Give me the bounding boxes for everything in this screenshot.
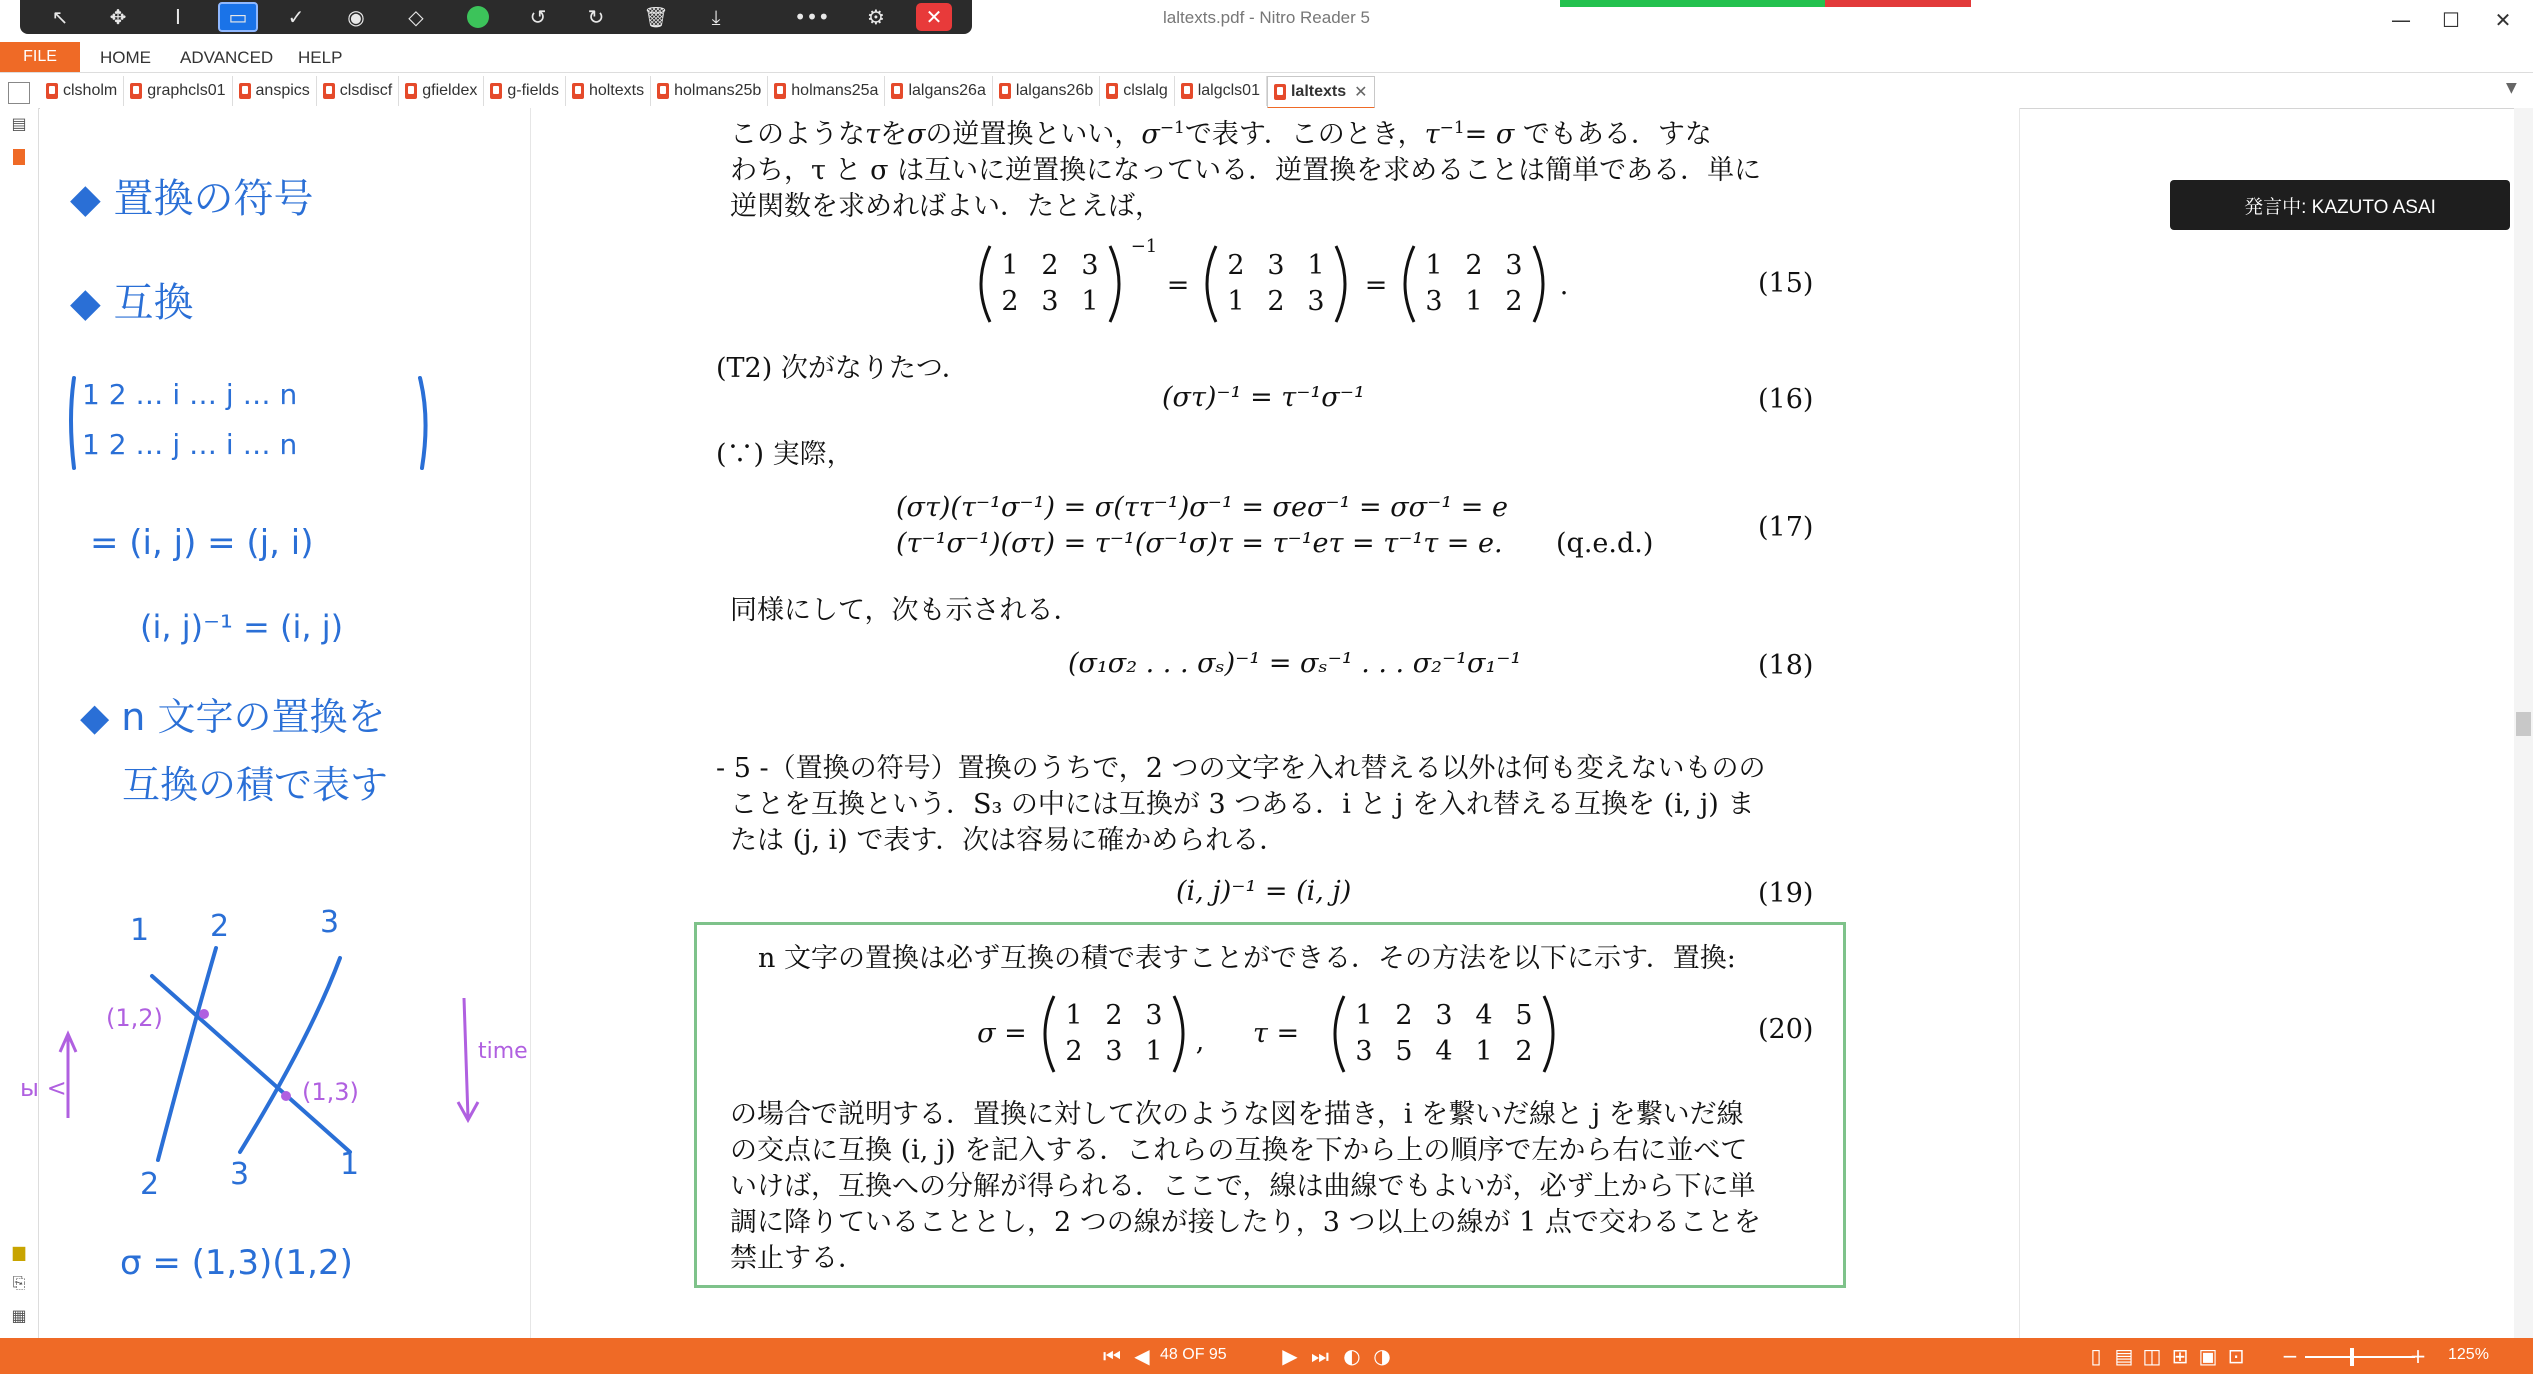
tau-cell: 1 [1355,1000,1373,1031]
eq17-line1: (στ)(τ⁻¹σ⁻¹) = σ(ττ⁻¹)σ⁻¹ = σeσ⁻¹ = σσ⁻¹ = e [896,492,1508,523]
tab-holmans25a[interactable]: holmans25a [768,76,885,106]
tau-cell: 4 [1435,1036,1453,1067]
m15a-cell: 1 [1081,286,1099,317]
m15c-cell: 1 [1425,250,1443,281]
pdf-icon [572,83,584,99]
m15c-cell: 3 [1425,286,1443,317]
tab-g-fields[interactable]: g-fields [484,76,566,106]
pdf-icon [323,83,335,99]
pdf-icon [999,83,1011,99]
m15c-cell: 3 [1505,250,1523,281]
pdf-icon [239,83,251,99]
tab-anspics[interactable]: anspics [233,76,317,106]
eq16-number: (16) [1758,384,1814,415]
similar-statement: 同様にして，次も示される． [730,595,1081,626]
eq20-number: (20) [1758,1014,1814,1045]
hw-cross-dot-1 [199,1009,209,1019]
eq16: (στ)⁻¹ = τ⁻¹σ⁻¹ [1162,382,1365,413]
paren [1110,246,1119,322]
first-page-icon[interactable]: ⏮ [1103,1344,1121,1368]
hw-cross-dot-2 [281,1091,291,1101]
tab-lalgans26a[interactable]: lalgans26a [885,76,992,106]
thumbnail-toggle-icon[interactable] [8,82,30,104]
hw-strand-2 [158,948,216,1160]
eq17-line2: (τ⁻¹σ⁻¹)(στ) = τ⁻¹(σ⁻¹σ)τ = τ⁻¹eτ = τ⁻¹τ = e. [896,528,1503,559]
hw-n-letters: ◆ n 文字の置換を [80,695,386,739]
tau-cell: 3 [1355,1036,1373,1067]
rectangle-select-icon[interactable]: ▭ [218,2,258,32]
pointer-icon[interactable]: ↖ [51,5,69,29]
left-rail [0,108,39,1338]
section5-line3: たは (j, i) で表す．次は容易に確かめられる． [730,825,1287,856]
menu-bar [0,42,2533,73]
bookmark-icon[interactable] [8,146,30,168]
eq17-number: (17) [1758,512,1814,543]
equation-20 [970,980,1570,1090]
window-title: laltexts.pdf - Nitro Reader 5 [1163,8,1370,27]
tau-cell: 2 [1515,1036,1533,1067]
eq15-equals-2: = [1364,270,1388,301]
box-line2: の場合で説明する．置換に対して次のような図を描き，i を繋いだ線と j を繋いだ線 [730,1099,1744,1130]
m15a-cell: 3 [1041,286,1059,317]
hw-equals-transposition: = (i, j) = (j, i) [90,523,314,563]
tab-graphcls01[interactable]: graphcls01 [124,76,232,106]
box-line1: n 文字の置換は必ず互換の積で表すことができる．その方法を以下に示す．置換: [758,943,1736,974]
hw-perm-bottom-row: 1 2 … j … i … n [82,428,298,461]
paren [1544,996,1553,1072]
eq19: (i, j)⁻¹ = (i, j) [1176,876,1352,907]
tau-cell: 3 [1435,1000,1453,1031]
more-icon[interactable]: ••• [794,5,830,29]
facing-continuous-view-icon[interactable]: ⊞ [2171,1344,2189,1368]
hw-heading-transposition: ◆ 互換 [70,280,194,326]
tau-cell: 5 [1395,1036,1413,1067]
paren [1174,996,1183,1072]
back-view-icon[interactable]: ◐ [1343,1344,1361,1368]
m15b-cell: 1 [1227,286,1245,317]
paren [1045,996,1054,1072]
layers-icon[interactable]: ▦ [11,1305,27,1325]
tau-cell: 1 [1475,1036,1493,1067]
attachments-icon[interactable]: ⎘ [12,1273,26,1292]
hw-bottom-label-3: 3 [230,1157,250,1192]
undo-icon[interactable]: ↺ [529,5,547,29]
hw-heading-sign: ◆ 置換の符号 [70,176,314,222]
trash-icon[interactable]: 🗑 [643,5,669,29]
eraser-icon[interactable]: ◇ [408,5,424,29]
hw-bottom-label-1: 1 [340,1147,360,1182]
page-indicator[interactable]: 48 OF 95 [1160,1346,1227,1363]
last-page-icon[interactable]: ⏭ [1311,1344,1329,1368]
m15b-cell: 1 [1307,250,1325,281]
m15a-cell: 2 [1001,286,1019,317]
qed: (q.e.d.) [1556,528,1654,559]
text-cursor-icon[interactable]: I [175,5,181,29]
hw-perm-top-row: 1 2 … i … j … n [82,378,298,411]
eq15-equals-1: = [1166,270,1190,301]
tab-overflow-icon[interactable]: ▼ [2506,80,2517,96]
menu-help[interactable]: HELP [298,48,343,67]
m15b-cell: 3 [1307,286,1325,317]
download-icon[interactable]: ⤓ [711,5,721,29]
paren [1335,996,1344,1072]
facing-view-icon[interactable]: ◫ [2142,1344,2162,1368]
close-window-button[interactable]: ✕ [2494,8,2512,32]
tab-lalgans26b[interactable]: lalgans26b [993,76,1100,106]
close-toolbar-icon[interactable]: ✕ [916,3,952,31]
sigma-comma: , [1195,1026,1205,1057]
pdf-icon [774,83,786,99]
hw-cross-label-2: (1,3) [302,1078,359,1106]
hw-top-label-3: 3 [320,905,340,940]
para1-line1: このようなτをσの逆置換といい，$\sigma^{-1}$で表す．このとき，$\tau^{-1}= \sigma$ でもある．すな [730,118,1712,150]
section5-line1: - 5 -（置換の符号）置換のうちで，2 つの文字を入れ替える以外は何も変えないものの [716,753,1766,784]
check-icon[interactable]: ✓ [287,5,305,29]
sigma-cell: 3 [1105,1036,1123,1067]
minimize-button[interactable]: — [2391,8,2411,32]
tau-cell: 2 [1395,1000,1413,1031]
tab-holmans25b[interactable]: holmans25b [651,76,768,106]
move-icon[interactable]: ✥ [109,5,127,29]
handwritten-notes-panel [20,108,531,1338]
tab-clsdiscf[interactable]: clsdiscf [317,76,399,106]
hw-left-paren [71,378,74,468]
next-page-icon[interactable]: ▶ [1282,1344,1298,1368]
close-tab-icon[interactable]: ✕ [1354,84,1368,101]
sigma-cell: 3 [1145,1000,1163,1031]
m15b-cell: 3 [1267,250,1285,281]
zoom-slider[interactable] [2305,1356,2415,1358]
tab-clslalg[interactable]: clslalg [1100,76,1174,106]
hw-left-arrow-label: ы < [20,1074,67,1102]
m15c-cell: 1 [1465,286,1483,317]
tab-clsholm[interactable]: clsholm [40,76,124,106]
m15c-cell: 2 [1465,250,1483,281]
forward-view-icon[interactable]: ◑ [1373,1344,1391,1368]
tab-gfieldex[interactable]: gfieldex [399,76,484,106]
file-menu[interactable]: FILE [0,42,80,72]
paren [1405,246,1414,322]
box-line3: の交点に互換 (i, j) を記入する．これらの互換を下から上の順序で左から右に並べて [730,1135,1748,1166]
redo-icon[interactable]: ↻ [587,5,605,29]
paren [1207,246,1216,322]
pdf-icon [657,83,669,99]
eq15-period: . [1559,270,1569,301]
box-line6: 禁止する． [730,1243,865,1274]
sigma-cell: 2 [1105,1000,1123,1031]
para1-line3: 逆関数を求めればよい．たとえば， [730,191,1162,222]
speaking-indicator: 発言中: KAZUTO ASAI [2170,180,2510,230]
para1-line2: わち，τ と σ は互いに逆置換になっている．逆置換を求めることは簡単である．単に [730,155,1762,186]
zoom-level[interactable]: 125% [2448,1346,2489,1363]
pdf-icon [405,83,417,99]
eq18-number: (18) [1758,650,1814,681]
sigma-cell: 1 [1145,1036,1163,1067]
tau-cell: 4 [1475,1000,1493,1031]
tab-holtexts[interactable]: holtexts [566,76,651,106]
eq19-number: (19) [1758,878,1814,909]
user-settings-icon[interactable]: ⚙ [867,5,885,29]
menu-home[interactable]: HOME [100,48,151,67]
previous-page-icon[interactable]: ◀ [1134,1344,1150,1368]
m15a-cell: 2 [1041,250,1059,281]
maximize-button[interactable]: ☐ [2442,8,2460,32]
comments-icon[interactable]: ▆ [12,1241,26,1261]
tab-lalgcls01[interactable]: lalgcls01 [1175,76,1267,106]
page-thumbnails-icon[interactable]: ▤ [11,113,27,133]
pdf-icon [46,83,58,99]
hw-product-of-transpositions: 互換の積で表す [122,763,389,807]
fit-width-icon[interactable]: ⊡ [2227,1344,2245,1368]
hw-cross-label-1: (1,2) [106,1004,163,1032]
stamp-icon[interactable]: ◉ [347,5,365,29]
paren [981,246,990,322]
hw-time-arrow [458,998,478,1120]
zoom-in-icon[interactable]: + [2409,1344,2427,1368]
handwriting-canvas [20,108,530,1338]
menu-advanced[interactable]: ADVANCED [180,48,274,67]
paren [1534,246,1543,322]
m15b-cell: 2 [1227,250,1245,281]
sigma-cell: 2 [1065,1036,1083,1067]
recording-indicator-green [1560,0,1825,7]
color-dot-icon[interactable] [456,0,500,34]
recording-indicator-red [1825,0,1971,7]
pdf-icon [490,83,502,99]
single-page-view-icon[interactable]: ▯ [2090,1344,2102,1368]
paren [1336,246,1345,322]
m15a-cell: 1 [1001,250,1019,281]
m15b-cell: 2 [1267,286,1285,317]
fit-page-icon[interactable]: ▣ [2198,1344,2218,1368]
proof-start: (∵) 実際， [716,439,854,470]
m15a-cell: 3 [1081,250,1099,281]
m15a-exponent: −1 [1130,236,1158,257]
pdf-icon [1106,83,1118,99]
equation-15 [960,228,1600,340]
zoom-slider-handle[interactable] [2350,1348,2354,1366]
tab-laltexts[interactable]: laltexts ✕ [1267,76,1375,109]
tau-label: τ = [1252,1018,1300,1049]
scrollbar-thumb[interactable] [2516,712,2531,736]
hw-result: σ = (1,3)(1,2) [120,1243,353,1283]
box-line4: いけば，互換への分解が得られる．ここで，線は曲線でもよいが，必ず上から下に単 [730,1171,1756,1202]
hw-time-label: time [478,1039,528,1064]
eq18: (σ₁σ₂ . . . σₛ)⁻¹ = σₛ⁻¹ . . . σ₂⁻¹σ₁⁻¹ [1068,648,1522,679]
sigma-label: σ = [977,1018,1027,1049]
hw-top-label-2: 2 [210,909,230,944]
sigma-cell: 1 [1065,1000,1083,1031]
tab-list [40,76,1375,106]
m15c-cell: 2 [1505,286,1523,317]
hw-strand-3 [240,958,340,1152]
hw-bottom-label-2: 2 [140,1167,160,1202]
hw-inverse-transposition: (i, j)⁻¹ = (i, j) [140,608,344,646]
t2-statement: (T2) 次がなりたつ． [716,353,969,384]
section5-line2: ことを互換という．S₃ の中には互換が 3 つある．i と j を入れ替える互換を (i, j) ま [730,789,1755,820]
zoom-out-icon[interactable]: − [2281,1344,2299,1368]
hw-top-label-1: 1 [130,913,150,948]
eq15-number: (15) [1758,268,1814,299]
pdf-icon [130,83,142,99]
tau-cell: 5 [1515,1000,1533,1031]
continuous-view-icon[interactable]: ▤ [2114,1344,2134,1368]
pdf-icon [1274,84,1286,100]
pdf-icon [1181,83,1193,99]
box-line5: 調に降りていることとし，2 つの線が接したり，3 つ以上の線が 1 点で交わることを [730,1207,1761,1238]
hw-right-paren [420,378,426,468]
pdf-icon [891,83,903,99]
